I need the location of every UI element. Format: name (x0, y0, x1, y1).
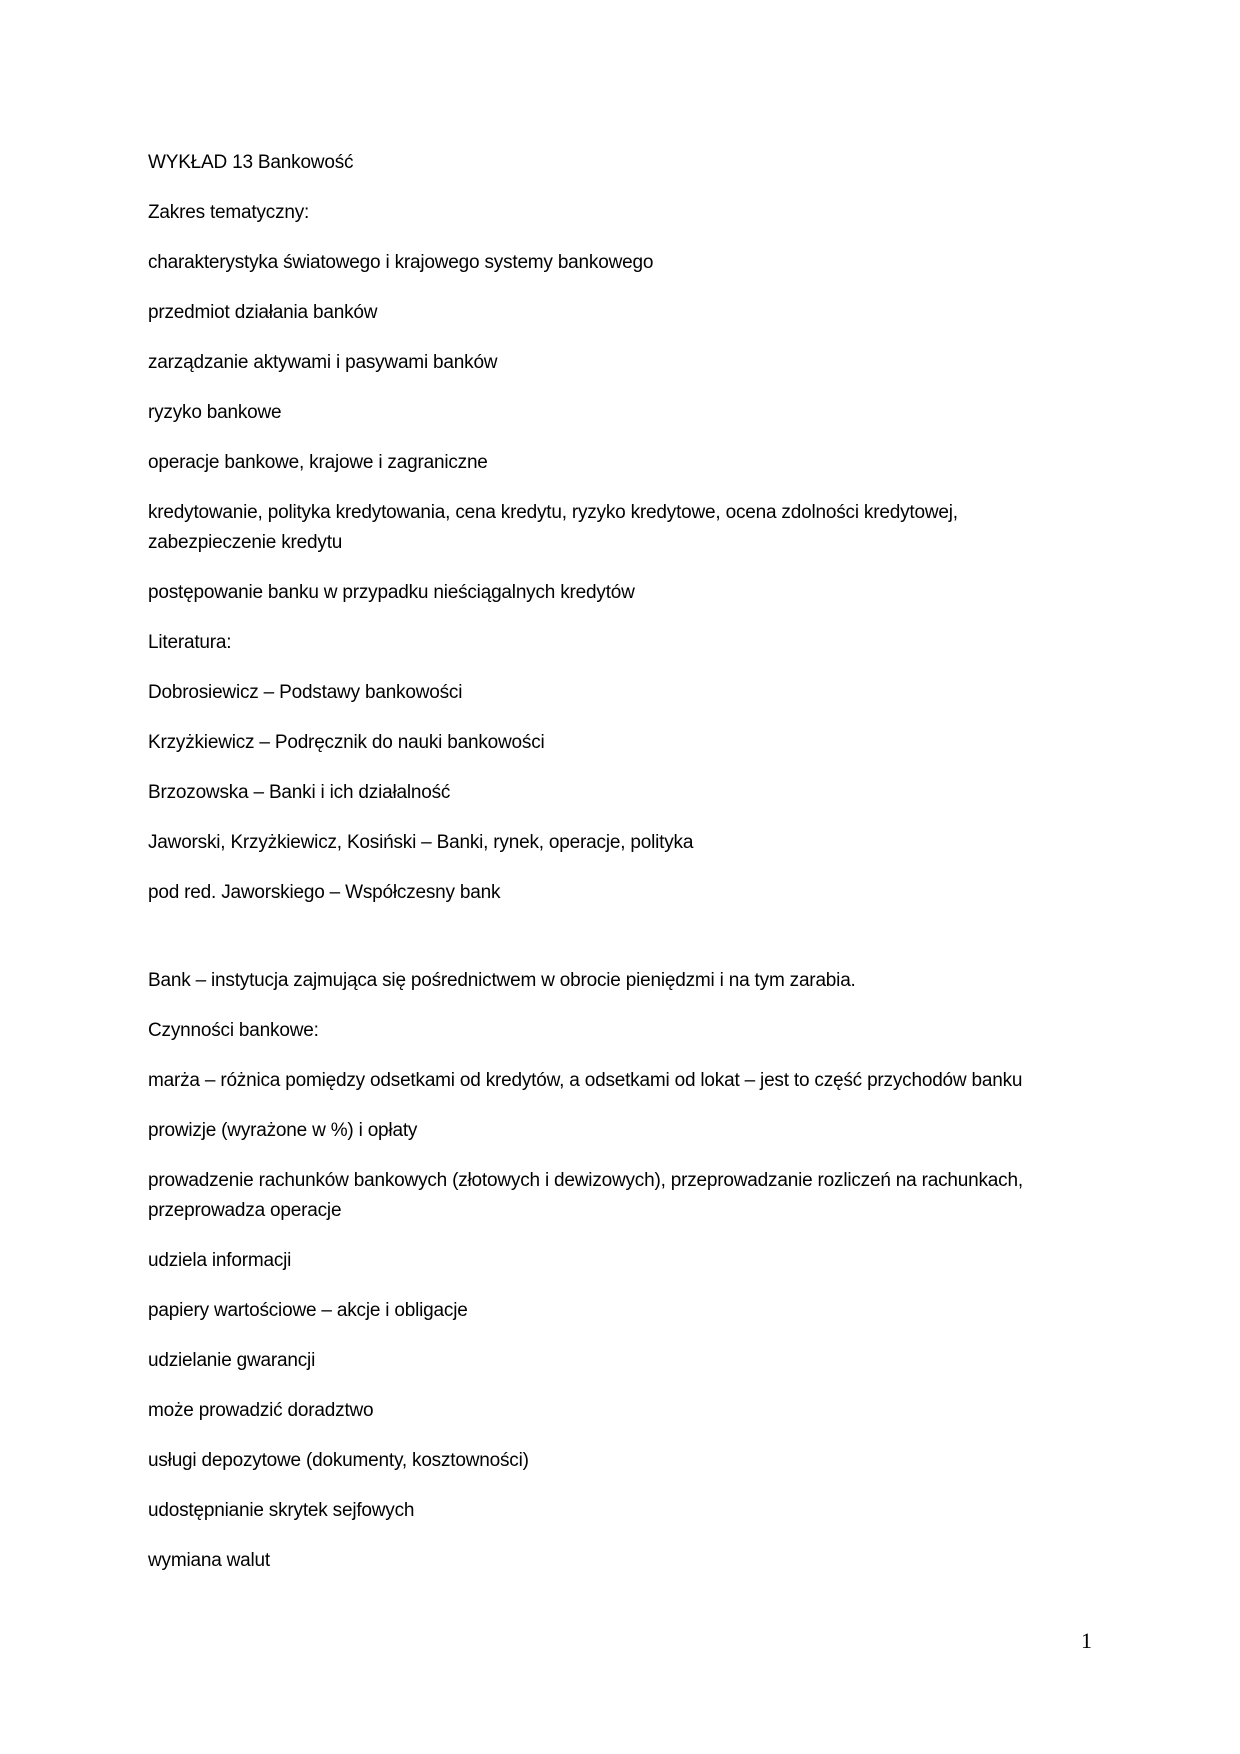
literature-item: Brzozowska – Banki i ich działalność (148, 782, 451, 803)
page-number: 1 (1081, 1628, 1092, 1653)
document-body (148, 148, 1068, 1596)
literature-item: Jaworski, Krzyżkiewicz, Kosiński – Banki, rynek, operacje, polityka (148, 832, 694, 853)
scope-item: przedmiot działania banków (148, 302, 378, 323)
activity-item: papiery wartościowe – akcje i obligacje (148, 1300, 468, 1321)
activity-item: udziela informacji (148, 1250, 292, 1271)
literature-item: pod red. Jaworskiego – Współczesny bank (148, 882, 501, 903)
literature-item: Dobrosiewicz – Podstawy bankowości (148, 682, 463, 703)
literature-heading: Literatura: (148, 632, 232, 653)
bank-definition: Bank – instytucja zajmująca się pośrednictwem w obrocie pieniędzmi i na tym zarabia. (148, 970, 856, 991)
scope-item: charakterystyka światowego i krajowego systemy bankowego (148, 252, 654, 273)
scope-item: operacje bankowe, krajowe i zagraniczne (148, 452, 488, 473)
activity-item: prowadzenie rachunków bankowych (złotowych i dewizowych), przeprowadzanie rozliczeń na rachunkach, przeprowadza operacje (148, 1170, 1023, 1221)
scope-item: kredytowanie, polityka kredytowania, cena kredytu, ryzyko kredytowe, ocena zdolności kredytowej, zabezpieczenie kredytu (148, 502, 958, 553)
literature-item: Krzyżkiewicz – Podręcznik do nauki bankowości (148, 732, 545, 753)
section-gap (148, 928, 1068, 966)
scope-item: ryzyko bankowe (148, 402, 282, 423)
activity-item: udzielanie gwarancji (148, 1350, 316, 1371)
activity-item: marża – różnica pomiędzy odsetkami od kredytów, a odsetkami od lokat – jest to część przychodów banku (148, 1070, 1023, 1091)
scope-heading: Zakres tematyczny: (148, 202, 310, 223)
activity-item: usługi depozytowe (dokumenty, kosztowności) (148, 1450, 529, 1471)
activity-item: udostępnianie skrytek sejfowych (148, 1500, 415, 1521)
scope-item: postępowanie banku w przypadku nieściągalnych kredytów (148, 582, 635, 603)
scope-item: zarządzanie aktywami i pasywami banków (148, 352, 498, 373)
activity-item: wymiana walut (148, 1550, 271, 1571)
activity-item: może prowadzić doradztwo (148, 1400, 374, 1421)
activities-heading: Czynności bankowe: (148, 1020, 319, 1041)
activity-item: prowizje (wyrażone w %) i opłaty (148, 1120, 418, 1141)
lecture-title: WYKŁAD 13 Bankowość (148, 152, 354, 173)
